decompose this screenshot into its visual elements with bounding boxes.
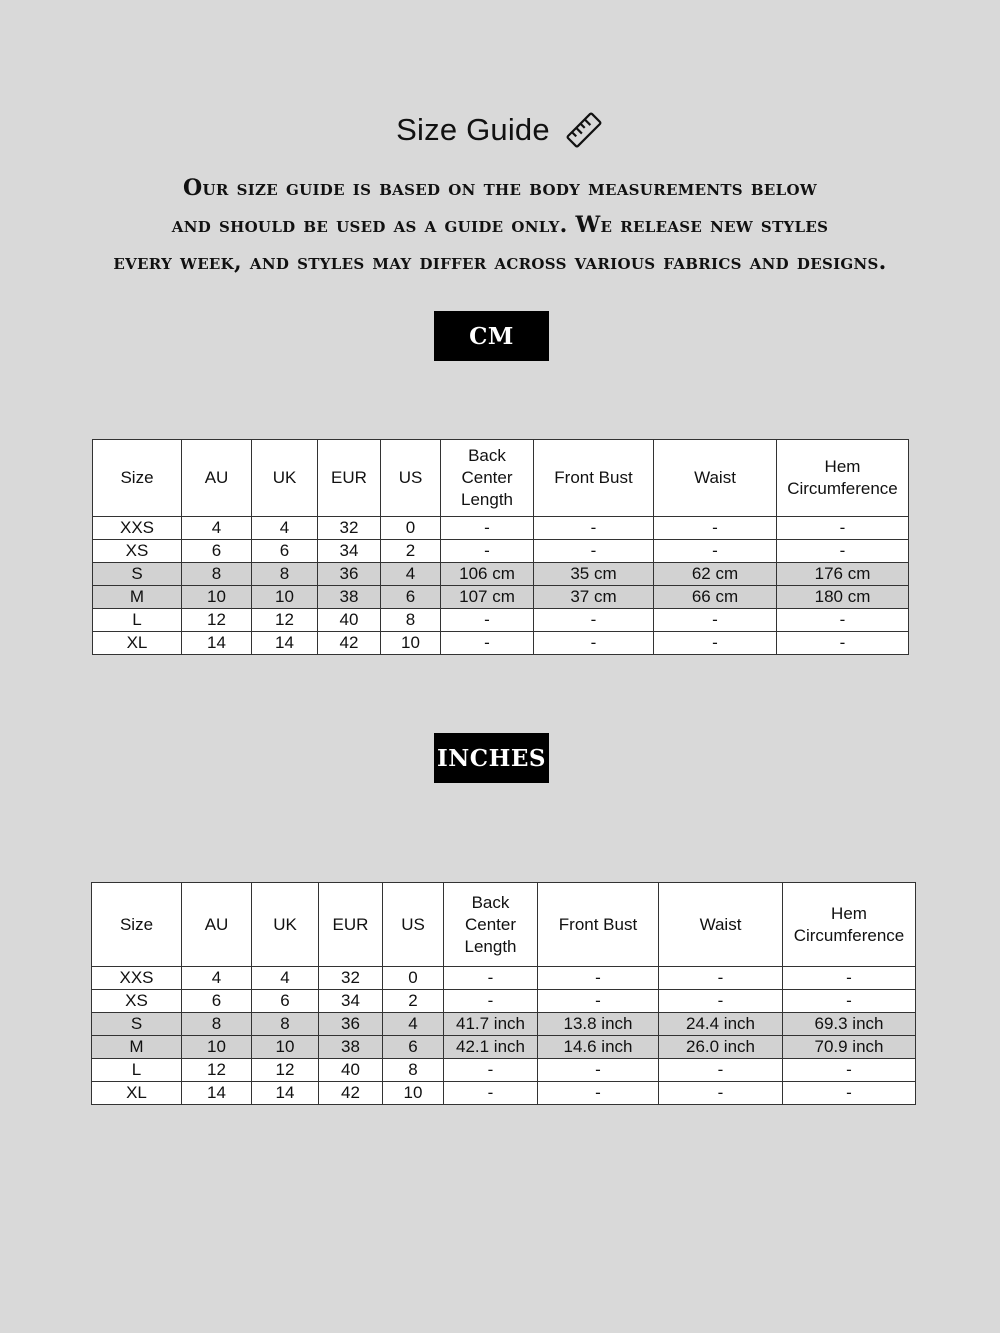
table-cell: - [538, 1059, 659, 1082]
table-cell: M [92, 1036, 182, 1059]
table-cell: - [441, 540, 534, 563]
table-cell: 12 [252, 1059, 319, 1082]
table-cell: - [538, 1082, 659, 1105]
column-header: US [383, 883, 444, 967]
intro-line-3: every week, and styles may differ across various fabrics and designs. [113, 249, 887, 275]
table-cell: XS [92, 990, 182, 1013]
table-cell: - [538, 990, 659, 1013]
table-cell: 41.7 inch [444, 1013, 538, 1036]
column-header: Waist [659, 883, 783, 967]
ruler-icon [564, 110, 604, 150]
column-header: Back Center Length [444, 883, 538, 967]
column-header: Hem Circumference [783, 883, 916, 967]
table-cell: 12 [182, 1059, 252, 1082]
table-cell: - [441, 517, 534, 540]
table-cell: - [654, 632, 777, 655]
table-cell: - [654, 540, 777, 563]
table-header-row [92, 883, 916, 967]
table-cell: 6 [381, 586, 441, 609]
table-cell: 8 [383, 1059, 444, 1082]
table-cell: - [441, 609, 534, 632]
table-cell: 35 cm [534, 563, 654, 586]
table-cell: - [444, 1082, 538, 1105]
table-row [93, 632, 909, 655]
table-cell: - [441, 632, 534, 655]
column-header: EUR [319, 883, 383, 967]
table-cell: 42.1 inch [444, 1036, 538, 1059]
table-row [93, 540, 909, 563]
table-cell: L [92, 1059, 182, 1082]
table-cell: 0 [381, 517, 441, 540]
table-cell: 8 [182, 563, 252, 586]
table-cell: - [659, 990, 783, 1013]
table-cell: 6 [182, 540, 252, 563]
size-table-cm [92, 439, 909, 655]
table-cell: - [783, 1082, 916, 1105]
table-cell: 62 cm [654, 563, 777, 586]
table-cell: XXS [93, 517, 182, 540]
table-cell: - [654, 609, 777, 632]
table-cell: 34 [319, 990, 383, 1013]
table-row [93, 517, 909, 540]
table-cell: 13.8 inch [538, 1013, 659, 1036]
table-cell: 10 [182, 586, 252, 609]
column-header: Waist [654, 440, 777, 517]
table-cell: 38 [318, 586, 381, 609]
table-cell: 4 [252, 517, 318, 540]
column-header: UK [252, 883, 319, 967]
table-cell: 10 [252, 1036, 319, 1059]
table-cell: S [93, 563, 182, 586]
table-cell: L [93, 609, 182, 632]
table-cell: 42 [319, 1082, 383, 1105]
table-cell: - [444, 967, 538, 990]
table-cell: 36 [319, 1013, 383, 1036]
table-cell: 176 cm [777, 563, 909, 586]
table-row [92, 967, 916, 990]
table-cell: 2 [383, 990, 444, 1013]
table-cell: 70.9 inch [783, 1036, 916, 1059]
table-cell: 40 [319, 1059, 383, 1082]
table-cell: XL [92, 1082, 182, 1105]
table-cell: - [534, 517, 654, 540]
table-cell: 14 [252, 1082, 319, 1105]
table-cell: 4 [182, 967, 252, 990]
table-cell: - [534, 632, 654, 655]
table-cell: 26.0 inch [659, 1036, 783, 1059]
table-cell: - [659, 1059, 783, 1082]
table-cell: 14 [182, 632, 252, 655]
table-cell: - [654, 517, 777, 540]
column-header: Size [92, 883, 182, 967]
cm-badge: CM [434, 311, 549, 361]
table-cell: 8 [252, 563, 318, 586]
table-cell: - [777, 517, 909, 540]
table-row [93, 586, 909, 609]
page-title: Size Guide [396, 112, 550, 147]
table-cell: - [444, 990, 538, 1013]
table-cell: 10 [383, 1082, 444, 1105]
column-header: Size [93, 440, 182, 517]
column-header: UK [252, 440, 318, 517]
table-row [92, 1036, 916, 1059]
column-header: Front Bust [538, 883, 659, 967]
table-cell: - [783, 967, 916, 990]
inches-badge: INCHES [434, 733, 549, 783]
table-cell: 8 [252, 1013, 319, 1036]
table-cell: 66 cm [654, 586, 777, 609]
table-cell: 6 [252, 990, 319, 1013]
table-row [93, 563, 909, 586]
table-cell: XS [93, 540, 182, 563]
table-cell: - [777, 540, 909, 563]
table-cell: 4 [182, 517, 252, 540]
table-cell: 2 [381, 540, 441, 563]
table-cell: S [92, 1013, 182, 1036]
table-cell: 10 [182, 1036, 252, 1059]
table-cell: - [659, 1082, 783, 1105]
table-row [92, 990, 916, 1013]
table-cell: 107 cm [441, 586, 534, 609]
table-cell: 4 [381, 563, 441, 586]
table-cell: 4 [383, 1013, 444, 1036]
table-cell: 12 [182, 609, 252, 632]
table-cell: 10 [252, 586, 318, 609]
table-cell: 40 [318, 609, 381, 632]
table-cell: 6 [252, 540, 318, 563]
column-header: US [381, 440, 441, 517]
table-cell: XXS [92, 967, 182, 990]
table-cell: 14.6 inch [538, 1036, 659, 1059]
table-cell: - [534, 609, 654, 632]
table-cell: 36 [318, 563, 381, 586]
table-cell: - [783, 1059, 916, 1082]
table-cell: - [534, 540, 654, 563]
table-cell: - [444, 1059, 538, 1082]
table-cell: 8 [381, 609, 441, 632]
table-cell: 180 cm [777, 586, 909, 609]
column-header: EUR [318, 440, 381, 517]
table-cell: XL [93, 632, 182, 655]
table-row [92, 1059, 916, 1082]
table-cell: 24.4 inch [659, 1013, 783, 1036]
column-header: Hem Circumference [777, 440, 909, 517]
table-cell: - [777, 609, 909, 632]
table-cell: 10 [381, 632, 441, 655]
column-header: Front Bust [534, 440, 654, 517]
table-cell: 12 [252, 609, 318, 632]
table-cell: - [538, 967, 659, 990]
table-header-row [93, 440, 909, 517]
table-cell: - [659, 967, 783, 990]
table-cell: 32 [318, 517, 381, 540]
table-cell: 8 [182, 1013, 252, 1036]
table-cell: 69.3 inch [783, 1013, 916, 1036]
intro-line-1: Our size guide is based on the body measurements below [183, 175, 817, 201]
title-row [0, 104, 1000, 156]
intro-line-2: and should be used as a guide only. We release new styles [171, 212, 829, 238]
size-table-inches [91, 882, 916, 1105]
table-cell: 106 cm [441, 563, 534, 586]
table-cell: 4 [252, 967, 319, 990]
table-cell: 6 [182, 990, 252, 1013]
table-row [92, 1013, 916, 1036]
table-cell: 6 [383, 1036, 444, 1059]
column-header: Back Center Length [441, 440, 534, 517]
table-cell: 14 [252, 632, 318, 655]
column-header: AU [182, 883, 252, 967]
table-cell: - [783, 990, 916, 1013]
table-row [93, 609, 909, 632]
table-cell: 38 [319, 1036, 383, 1059]
table-cell: 32 [319, 967, 383, 990]
table-cell: 34 [318, 540, 381, 563]
table-cell: 0 [383, 967, 444, 990]
table-row [92, 1082, 916, 1105]
table-cell: 42 [318, 632, 381, 655]
column-header: AU [182, 440, 252, 517]
table-cell: - [777, 632, 909, 655]
table-cell: M [93, 586, 182, 609]
table-cell: 14 [182, 1082, 252, 1105]
table-cell: 37 cm [534, 586, 654, 609]
